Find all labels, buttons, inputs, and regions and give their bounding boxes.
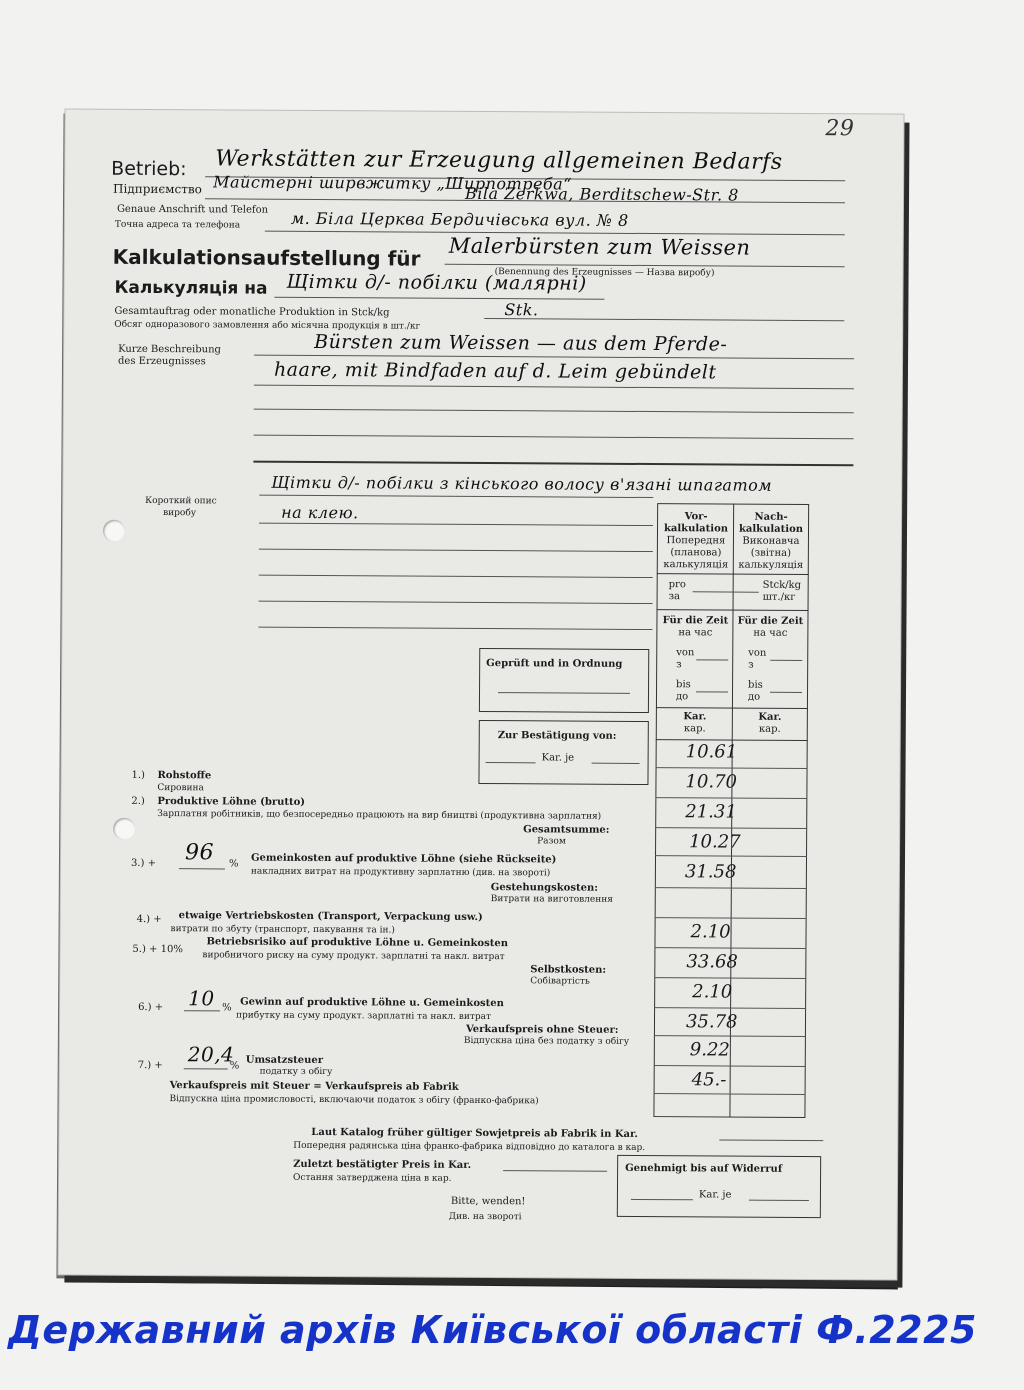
stck-label: Stck/kg — [762, 579, 802, 591]
von-nach: von — [748, 647, 767, 659]
value-gestehungskosten: 31.58 — [684, 861, 737, 883]
page-number: 29 — [825, 116, 855, 142]
kar-ua-nach: кар. — [758, 723, 781, 735]
value-verkaufspreis-ohne: 35.78 — [685, 1011, 738, 1033]
document-sheet — [58, 109, 903, 1279]
row-7-de: Umsatzsteuer — [245, 1054, 324, 1067]
adresa-value: м. Біла Церква Бердичівська вул. № 8 — [290, 208, 629, 230]
anschrift-value: Bila Zerkwa, Berditschew-Str. 8 — [465, 183, 739, 205]
von-vor: von — [676, 647, 695, 659]
row-7-num: 7.) + — [137, 1059, 163, 1072]
row-3-pct: 96 — [184, 840, 215, 866]
bis-nach: bis — [748, 679, 763, 691]
kalkulyatsiya-title-value: Щітки д/- побілки (малярні) — [286, 270, 587, 295]
na-chas-vor: на час — [678, 627, 713, 639]
z-nach: з — [748, 659, 754, 671]
row-1-ua: Сировина — [157, 783, 204, 794]
benennung-label: (Benennung des Erzeugnisses — Назва виробу) — [494, 267, 715, 279]
punch-hole-bottom — [113, 818, 135, 840]
row-selbstkosten-de: Selbstkosten: — [530, 964, 607, 976]
value-gewinn: 2.10 — [692, 981, 733, 1003]
value-verkaufspreis-mit: 45.- — [691, 1069, 727, 1091]
row-7-pct: 20,4 — [187, 1042, 235, 1067]
zuletzt-de: Zuletzt bestätigter Preis in Kar. — [293, 1158, 472, 1171]
beschreibung-line-1: Bürsten zum Weissen — aus dem Pferde- — [314, 330, 728, 356]
z-vor: з — [676, 659, 682, 671]
row-6-pct: 10 — [188, 986, 215, 1011]
bitte-ua: Див. на звороті — [448, 1211, 522, 1223]
row-5-num: 5.) + 10% — [132, 943, 183, 956]
gesamtauftrag-label: Gesamtauftrag oder monatliche Produktion in Stck/kg — [114, 305, 390, 319]
row-gestehung-ua: Витрати на виготовлення — [490, 894, 613, 905]
bis-vor: bis — [676, 679, 691, 691]
opys-line-2: на клею. — [281, 502, 359, 523]
row-6-num: 6.) + — [138, 1001, 164, 1014]
vor-de: Vor-kalkulation — [663, 511, 729, 535]
bitte-de: Bitte, wenden! — [450, 1195, 526, 1208]
kalkulyatsiya-title: Калькуляція на — [114, 277, 268, 299]
value-lohne: 10.70 — [685, 771, 738, 793]
kalkulation-title-value: Malerbürsten zum Weissen — [448, 233, 751, 260]
row-gesamtsumme-de: Gesamtsumme: — [523, 824, 610, 836]
row-7-ua: податку з обігу — [259, 1066, 333, 1078]
zuletzt-ua: Остання затверджена ціна в кар. — [293, 1172, 452, 1184]
row-2-num: 2.) — [131, 795, 145, 807]
genehmigt-label: Genehmigt bis auf Widerruf — [625, 1162, 783, 1175]
row-4-ua: витрати по збуту (транспорт, пакування та ін.) — [170, 924, 395, 936]
nach-ua: Виконавча (звітна) калькуляція — [738, 535, 804, 571]
betrieb-value: Werkstätten zur Erzeugung allgemeinen Bedarfs — [215, 146, 783, 175]
row-5-ua: виробничого риску на суму продукт. зарплатні та накл. витрат — [202, 950, 505, 963]
row-4-num: 4.) + — [136, 913, 162, 926]
archive-caption: Державний архів Київської області Ф.2225 — [8, 1308, 977, 1352]
obsyag-label: Обсяг одноразового замовлення або місячна продукція в шт./кг — [114, 319, 421, 332]
pidpryemstvo-value: Майстерні ширвжитку „Ширпотреба“ — [213, 172, 572, 194]
row-3-pct-sign: % — [228, 858, 239, 870]
row-verkauf-ohne-de: Verkaufspreis ohne Steuer: — [465, 1023, 619, 1036]
row-2-de: Produktive Löhne (brutto) — [157, 796, 306, 808]
do-vor: до — [675, 691, 689, 703]
pidpryemstvo-label: Підприємство — [113, 181, 202, 197]
value-rohstoffe: 10.61 — [685, 741, 738, 763]
kar-vor: Kar. — [683, 711, 707, 723]
fur-zeit-nach: Für die Zeit — [737, 615, 804, 627]
beschreibung-line-2: haare, mit Bindfaden auf d. Leim gebündelt — [273, 358, 717, 384]
row-1-de: Rohstoffe — [157, 770, 212, 782]
do-nach: до — [747, 691, 761, 703]
gesamtauftrag-value: Stk. — [504, 300, 539, 320]
row-6-ua: прибутку на суму продукт. зарплатні та накл. витрат — [236, 1010, 491, 1023]
anschrift-label: Genaue Anschrift und Telefon — [116, 203, 269, 216]
punch-hole-top — [103, 520, 125, 542]
bestatigung-kar-je: Kar. je — [541, 752, 575, 764]
vor-ua: Попередня (планова) калькуляція — [663, 535, 729, 571]
fur-zeit-vor: Für die Zeit — [662, 615, 729, 627]
value-gesamtsumme: 21.31 — [685, 801, 737, 823]
row-selbstkosten-ua: Собівартість — [530, 976, 590, 987]
row-3-ua: накладних витрат на продуктивну зарплатню (див. на звороті) — [250, 866, 551, 879]
value-gemeinkosten: 10.27 — [689, 831, 741, 853]
genehmigt-kar-je: Kar. je — [698, 1189, 732, 1201]
row-verkauf-mit-ua: Відпускна ціна промисловості, включаючи податок з обігу (франко-фабрика) — [169, 1094, 539, 1107]
row-1-num: 1.) — [131, 769, 145, 781]
opys-line-1: Щітки д/- побілки з кінського волосу в'язані шпагатом — [271, 472, 773, 495]
beschreibung-label-1: Kurze Beschreibung — [118, 343, 221, 356]
za-label: за — [668, 591, 681, 603]
katalog-de: Laut Katalog früher gültiger Sowjetpreis ab Fabrik in Kar. — [311, 1126, 638, 1140]
betrieb-label: Betrieb: — [111, 157, 187, 181]
sht-label: шт./кг — [762, 591, 796, 603]
row-4-de: etwaige Vertriebskosten (Transport, Verpackung usw.) — [178, 910, 483, 924]
kar-ua-vor: кар. — [683, 723, 706, 735]
katalog-ua: Попередня радянська ціна франко-фабрика відповідно до каталога в кар. — [293, 1140, 646, 1154]
opys-label-2: виробу — [163, 508, 197, 519]
row-gestehung-de: Gestehungskosten: — [490, 882, 598, 894]
value-selbstkosten: 33.68 — [686, 951, 738, 973]
kalkulation-title: Kalkulationsaufstellung für — [112, 244, 421, 271]
row-6-de: Gewinn auf produktive Löhne u. Gemeinkosten — [240, 996, 504, 1010]
row-verkauf-mit-de: Verkaufspreis mit Steuer = Verkaufspreis ab Fabrik — [169, 1080, 459, 1093]
value-betriebsrisiko: 2.10 — [690, 921, 731, 943]
kar-nach: Kar. — [758, 711, 782, 723]
opys-label-1: Короткий опис — [145, 495, 217, 507]
gepruft-label: Geprüft und in Ordnung — [486, 658, 623, 670]
row-gesamtsumme-ua: Разом — [537, 836, 566, 847]
row-6-pct-sign: % — [222, 1002, 232, 1014]
bestatigung-label: Zur Bestätigung von: — [497, 730, 617, 742]
adresa-label: Точна адреса та телефона — [114, 219, 241, 231]
value-umsatzsteuer: 9.22 — [689, 1039, 730, 1061]
row-3-de: Gemeinkosten auf produktive Löhne (siehe Rückseite) — [250, 852, 557, 866]
row-7-pct-sign: % — [229, 1060, 240, 1072]
row-verkauf-ohne-ua: Відпускна ціна без податку з обігу — [463, 1035, 630, 1047]
pro-label: pro — [668, 579, 686, 591]
row-3-num: 3.) + — [130, 857, 156, 870]
beschreibung-label-2: des Erzeugnisses — [117, 355, 206, 368]
nach-de: Nach-kalkulation — [738, 511, 804, 535]
row-5-de: Betriebsrisiko auf produktive Löhne u. Gemeinkosten — [206, 936, 509, 950]
na-chas-nach: на час — [753, 627, 788, 639]
row-2-ua: Зарплатня робітників, що безпосередньо працюють на вир бництві (продуктивна зарплатня) — [157, 809, 602, 822]
